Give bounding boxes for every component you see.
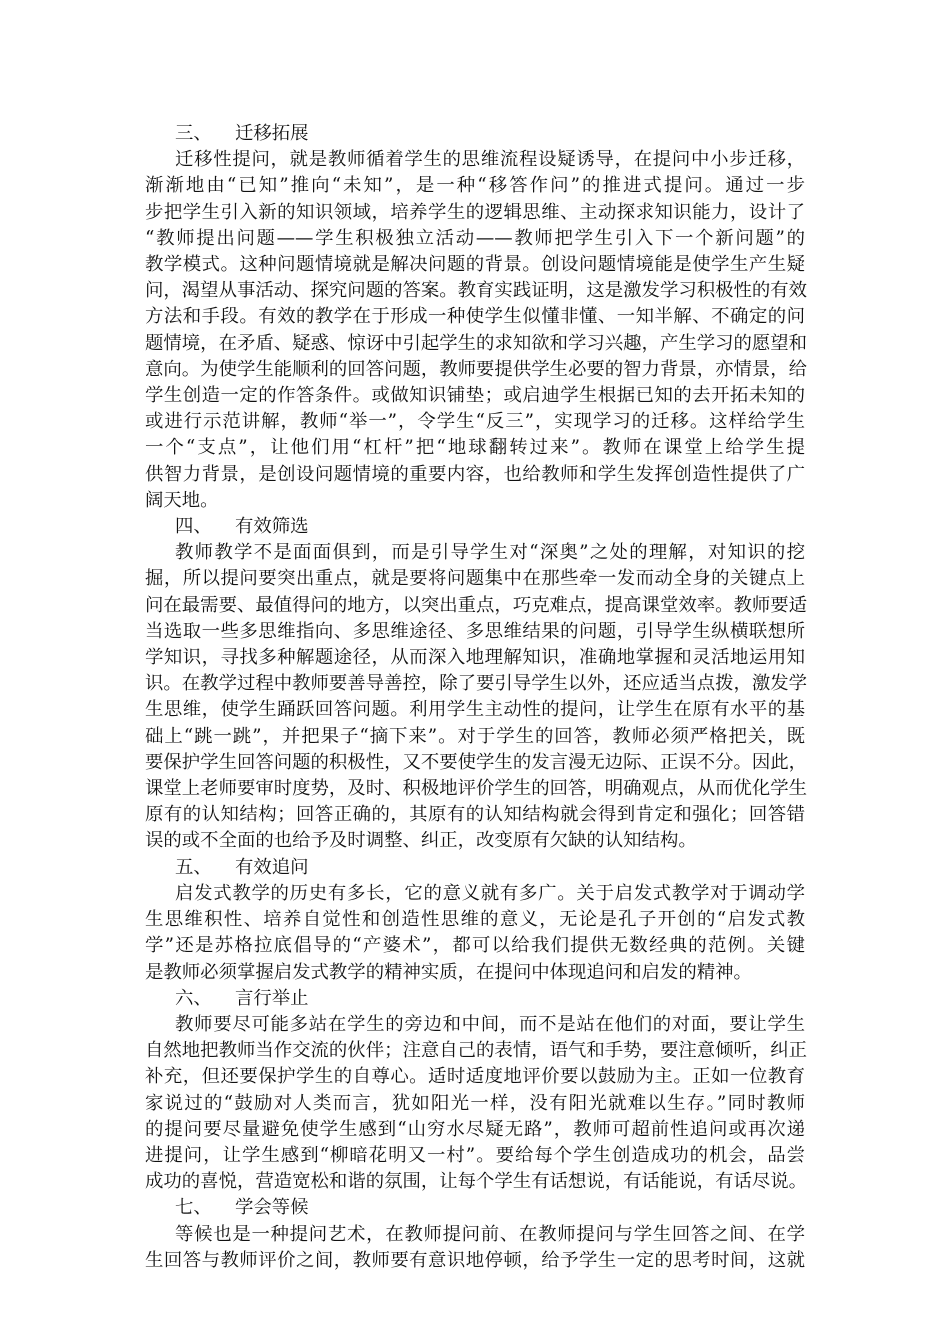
paragraph-line: 学知识，寻找多种解题途径，从而深入地理解知识，准确地掌握和灵活地运用知 bbox=[145, 647, 805, 669]
paragraph-line: 意向。为使学生能顺利的回答问题，教师要提供学生必要的智力背景，亦情景，给 bbox=[145, 358, 808, 380]
paragraph-line: 原有的认知结构；回答正确的，其原有的认知结构就会得到肯定和强化；回答错 bbox=[145, 804, 805, 826]
paragraph-line: 学”还是苏格拉底倡导的“产婆术”，都可以给我们提供无数经典的范例。关键 bbox=[145, 935, 805, 957]
paragraph-line: 或进行示范讲解，教师“举一”，令学生“反三”，实现学习的迁移。这样给学生 bbox=[145, 411, 805, 433]
paragraph-line: 误的或不全面的也给予及时调整、纠正，改变原有欠缺的认知结构。 bbox=[145, 830, 697, 852]
paragraph-line: 教师要尽可能多站在学生的旁边和中间，而不是站在他们的对面，要让学生 bbox=[175, 1013, 805, 1035]
section-title: 言行举止 bbox=[235, 987, 309, 1009]
paragraph-line: 掘，所以提问要突出重点，就是要将问题集中在那些牵一发而动全身的关键点上 bbox=[145, 568, 805, 590]
section-number: 三、 bbox=[175, 123, 212, 144]
paragraph-line: 问在最需要、最值得问的地方，以突出重点，巧克难点，提高课堂效率。教师要适 bbox=[145, 594, 808, 616]
paragraph-line: 方法和手段。有效的教学在于形成一种使学生似懂非懂、一知半解、不确定的问 bbox=[145, 306, 805, 328]
paragraph-line: 生思维积性、培养自觉性和创造性思维的意义，无论是孔子开创的“启发式教 bbox=[145, 909, 805, 931]
paragraph-line: 当选取一些多思维指向、多思维途径、多思维结果的问题，引导学生纵横联想所 bbox=[145, 620, 805, 642]
section-youxiao-zhuiwen bbox=[145, 855, 805, 986]
paragraph-line: 步把学生引入新的知识领域，培养学生的逻辑思维、主动探求知识能力，设计了 bbox=[145, 201, 805, 223]
section-yanxing-juzhi bbox=[145, 986, 808, 1196]
section-heading bbox=[145, 855, 805, 881]
section-paragraph bbox=[145, 147, 808, 514]
paragraph-line: 迁移性提问，就是教师循着学生的思维流程设疑诱导，在提问中小步迁移， bbox=[175, 149, 805, 171]
paragraph-line: 等候也是一种提问艺术，在教师提问前、在教师提问与学生回答之间、在学 bbox=[175, 1223, 805, 1245]
section-paragraph bbox=[145, 1012, 808, 1195]
paragraph-line: “教师提出问题——学生积极独立活动——教师把学生引入下一个新问题”的 bbox=[145, 227, 805, 249]
section-heading bbox=[145, 121, 805, 147]
section-number: 四、 bbox=[175, 516, 212, 538]
paragraph-line: 启发式教学的历史有多长，它的意义就有多广。关于启发式教学对于调动学 bbox=[175, 882, 805, 904]
section-number: 五、 bbox=[175, 856, 212, 878]
section-title: 学会等候 bbox=[235, 1197, 309, 1219]
document-page bbox=[145, 121, 808, 1274]
section-youxiao-shaixuan bbox=[145, 514, 808, 855]
paragraph-line: 供智力背景，是创设问题情境的重要内容，也给教师和学生发挥创造性提供了广 bbox=[145, 463, 805, 485]
paragraph-line: 课堂上老师要审时度势，及时、积极地评价学生的回答，明确观点，从而优化学生 bbox=[145, 778, 808, 800]
section-number: 六、 bbox=[175, 987, 212, 1009]
paragraph-line: 自然地把教师当作交流的伙伴；注意自己的表情，语气和手势，要注意倾听，纠正 bbox=[145, 1040, 808, 1062]
paragraph-line: 是教师必须掌握启发式教学的精神实质，在提问中体现追问和启发的精神。 bbox=[145, 961, 752, 983]
paragraph-line: 一个“支点”，让他们用“杠杆”把“地球翻转过来”。教师在课堂上给学生提 bbox=[145, 437, 805, 459]
paragraph-line: 题情境，在矛盾、疑惑、惊讶中引起学生的求知欲和学习兴趣，产生学习的愿望和 bbox=[145, 332, 808, 354]
paragraph-line: 渐渐地由“已知”推向“未知”，是一种“移答作问”的推进式提问。通过一步 bbox=[145, 175, 805, 197]
section-title: 迁移拓展 bbox=[235, 123, 309, 144]
paragraph-line: 的提问要尽量避免使学生感到“山穷水尽疑无路”，教师可超前性追问或再次递 bbox=[145, 1118, 805, 1140]
section-paragraph bbox=[145, 881, 805, 986]
paragraph-line: 识。在教学过程中教师要善导善控，除了要引导学生以外，还应适当点拨，激发学 bbox=[145, 673, 808, 695]
paragraph-line: 成功的喜悦，营造宽松和谐的氛围，让每个学生有话想说，有话能说，有话尽说。 bbox=[145, 1171, 808, 1193]
paragraph-line: 问，渴望从事活动、探究问题的答案。教育实践证明，这是激发学习积极性的有效 bbox=[145, 280, 808, 302]
section-xuehui-denghou bbox=[145, 1195, 805, 1274]
section-heading bbox=[145, 986, 805, 1012]
paragraph-line: 阔天地。 bbox=[145, 489, 219, 511]
section-qianyi-tuozhan bbox=[145, 121, 808, 514]
section-heading bbox=[145, 514, 805, 540]
section-number: 七、 bbox=[175, 1197, 212, 1219]
section-title: 有效筛选 bbox=[235, 516, 309, 538]
section-title: 有效追问 bbox=[235, 856, 309, 878]
section-paragraph bbox=[145, 540, 808, 854]
paragraph-line: 学生创造一定的作答条件。或做知识铺垫；或启迪学生根据已知的去开拓未知的 bbox=[145, 385, 805, 407]
paragraph-line: 教师教学不是面面俱到，而是引导学生对“深奥”之处的理解，对知识的挖 bbox=[175, 542, 805, 564]
section-paragraph bbox=[145, 1222, 805, 1274]
paragraph-line: 要保护学生回答问题的积极性，又不要使学生的发言漫无边际、正误不分。因此， bbox=[145, 751, 808, 773]
paragraph-line: 补充，但还要保护学生的自尊心。适时适度地评价要以鼓励为主。正如一位教育 bbox=[145, 1066, 805, 1088]
paragraph-line: 础上“跳一跳”，并把果子“摘下来”。对于学生的回答，教师必须严格把关，既 bbox=[145, 725, 805, 747]
paragraph-line: 教学模式。这种问题情境就是解决问题的背景。创设问题情境能是使学生产生疑 bbox=[145, 254, 805, 276]
paragraph-line: 生思维，使学生踊跃回答问题。利用学生主动性的提问，让学生在原有水平的基 bbox=[145, 699, 805, 721]
paragraph-line: 家说过的“鼓励对人类而言，犹如阳光一样，没有阳光就难以生存。”同时教师 bbox=[145, 1092, 805, 1114]
paragraph-line: 进提问，让学生感到“柳暗花明又一村”。要给每个学生创造成功的机会，品尝 bbox=[145, 1144, 805, 1166]
paragraph-line: 生回答与教师评价之间，教师要有意识地停顿，给予学生一定的思考时间，这就 bbox=[145, 1249, 805, 1271]
section-heading bbox=[145, 1195, 805, 1221]
